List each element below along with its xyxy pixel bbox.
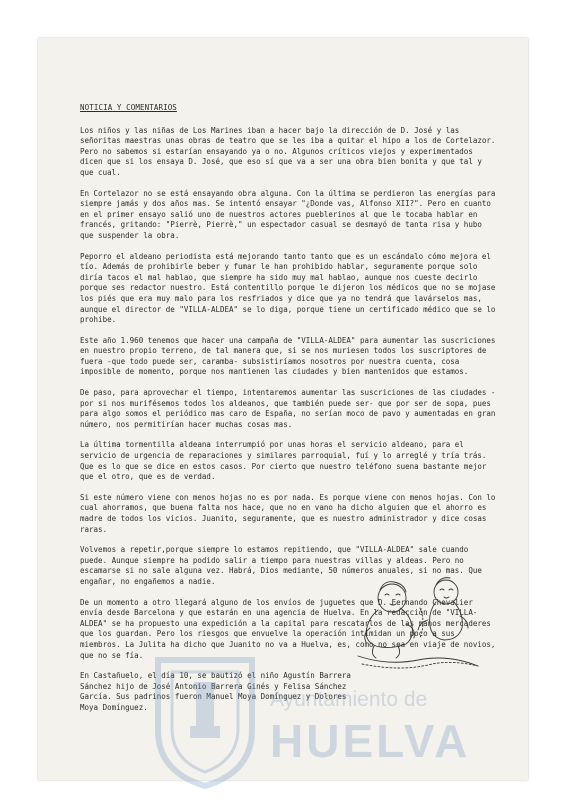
paragraph-tormentilla: La última tormentilla aldeana interrumpió por unas horas el servicio aldeano, para el servicio de urgencia de reparaciones y similares parroquial, fuí y lo arreglé y tría trás. Que es lo que se dice en estos casos. Por cierto que nuestro teléfono suena bastante mejor que el otro, que es de verdad. (80, 440, 487, 482)
paragraph-repetir: Volvemos a repetir,porque siempre lo estamos repitiendo, que "VILLA-ALDEA" sale cuando puede. Aunque siempre ha podido salir a tiempo para nuestras villas y aldeas. Pero no escamarse si no sale alguna vez. Habrá, Dios mediante, 50 números anuales, si no mas. Que engañar, no engañemos a nadie. (80, 545, 482, 586)
article-heading: NOTICIA Y COMENTARIOS (80, 103, 177, 112)
paragraph-menos-hojas: Si este número viene con menos hojas no es por nada. Es porque viene con menos hojas. Con lo cual ahorramos, que buena falta nos hace, que no en vano ha dicho alguien que el ahorro es madre de todos los vicios. Juanito, seguramente, que es nuestro administrador y dice cosas raras. (80, 492, 496, 534)
paragraph-cortelazor: En Cortelazor no se está ensayando obra alguna. Con la última se perdieron las energías para siempre jamás y dos años mas. Se intentó ensayar "¿Donde vas, Alfonso XII?". Pero en cuanto en el primer ensayo salió uno de nuestros actores pueblerinos al que le tocaba hablar en francés, gritando: "Pierrè, Pierrè," un espectador casual se desmayó de tanta risa y hubo que suspender la obra. (80, 188, 496, 240)
watermark-line-ayuntamiento: Ayuntamiento de (270, 688, 428, 711)
paragraph-suscriciones: De paso, para aprovechar el tiempo, intentaremos aumentar las suscriciones de las ciudades -por si nos murifésemos todos los aldeanos, que también puede ser- que por ser de sopa, pues para algo somos el periódico mas caro de España, no serían moco de pavo y aumentadas en gran número, nos permitirían hacer muchas cosas mas. (80, 388, 496, 429)
watermark-line-huelva: HUELVA (270, 715, 471, 767)
paragraph-bautizo: En Castañuelo, el día 10, se bautizó el niño Agustín Barrera Sánchez hijo de José Antonio Barrera Ginés y Felisa Sánchez García. Sus padrinos fueron Manuel Moya Domínguez y Dolores Moya Domínguez. (80, 671, 351, 712)
paragraph-peporro: Peporro el aldeano periodista está mejorando tanto tanto que es un escándalo cómo mejora el tío. Además de prohibirle beber y fumar le han prohibido hablar, seguramente porque solo diría tacos el mal hablao, que siempre ha sido muy mal hablao, aunque nos cueste decirlo porque ses redactor nuestro. Está contentillo porque le dijeron los médicos que no se mojase los piés que era muy malo para los resfriados y dice que ya no tendrá que lavárselos mas, aunque el director de "VILLA-ALDEA" se lo diga, porque tiene un certificado médico que se lo prohibe. (80, 251, 496, 325)
baby-drawing-illustration (340, 568, 490, 676)
paragraph-teatro-marines: Los niños y las niñas de Los Marines iban a hacer bajo la dirección de D. José y las señoritas maestras unas obras de teatro que se les iba a quitar el hipo a los de Cortelazor. Pero no sabemos si estarían ensayando ya o no. Algunos críticos viejos y experimentados dicen que si los ensaya D. José, que eso sí que va a ser una obra bien bonita y que tal y que cual. (80, 125, 496, 177)
paragraph-juguetes: De un momento a otro llegará alguno de los envíos de juguetes que D. Fernando Chevalier envía desde Barcelona y que estarán en una agencia de Huelva. En la redacción de "VILLA-ALDEA" se ha propuesto una expedición a la capital para rescatarlos de las manos mercaderes que los guardan. Pero los riesgos que envuelve la operación intimidan un poco a sus miembros. La Julita ha dicho que Juanito no va a Huelva, es, como no sea en viaje de novios, que no se fía. (80, 597, 496, 660)
paragraph-campana: Este año 1.960 tenemos que hacer una campaña de "VILLA-ALDEA" para aumentar las suscriciones en nuestro propio terreno, de tal manera que, si se nos muriesen todos los suscriptores de fuera -que todo puede ser, caramba- subsistiríamos nosotros por nuestra cuenta, cosa imposible de momento, porque nos mantienen las ciudades y bien mantenidos que estamos. (80, 335, 496, 377)
